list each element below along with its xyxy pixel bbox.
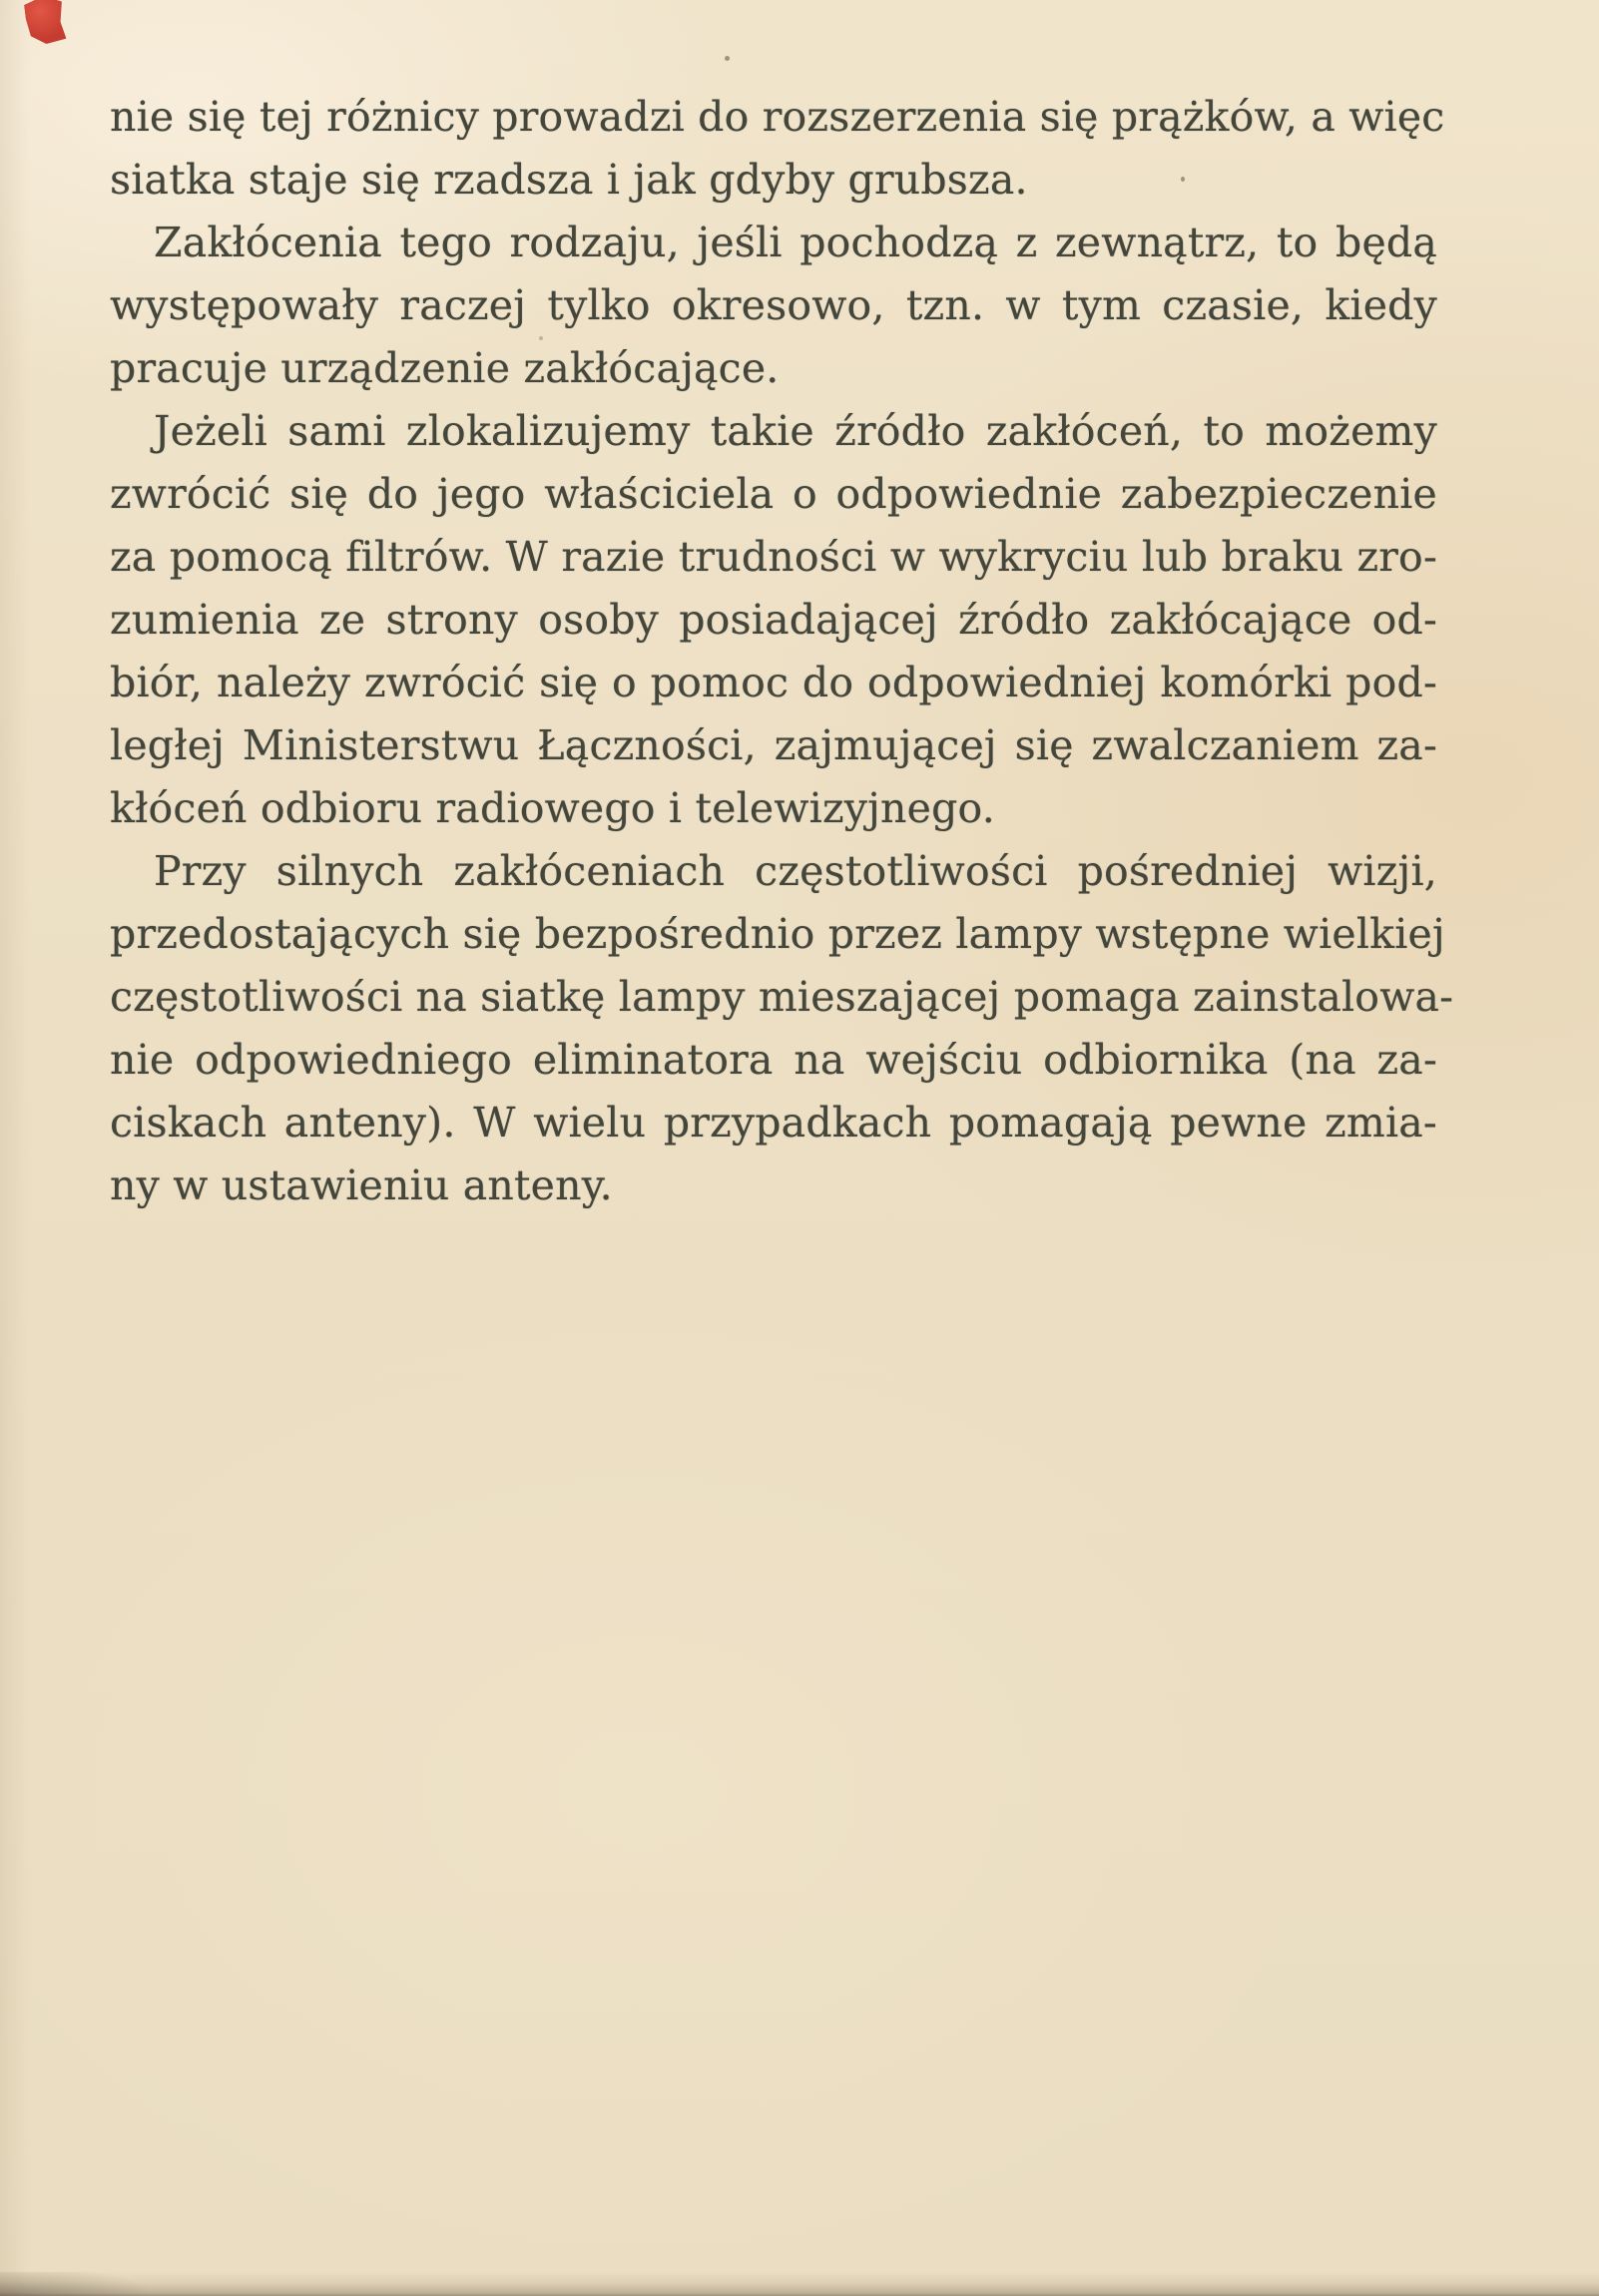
text-line: nie odpowiedniego eliminatora na wejściu odbiornika (na za-: [110, 1036, 1437, 1084]
text-line: kłóceń odbioru radiowego i telewizyjnego.: [110, 784, 995, 832]
text-line: zwrócić się do jego właściciela o odpowiednie zabezpieczenie: [110, 470, 1437, 518]
text-line: zumienia ze strony osoby posiadającej źródło zakłócające od-: [110, 596, 1437, 644]
text-line: częstotliwości na siatkę lampy mieszającej pomaga zainstalowa-: [110, 973, 1454, 1021]
page-left-edge-shade: [0, 0, 30, 2296]
text-line: Zakłócenia tego rodzaju, jeśli pochodzą z zewnątrz, to będą: [154, 219, 1437, 266]
text-line: przedostających się bezpośrednio przez lampy wstępne wielkiej: [110, 910, 1445, 958]
text-line: nie się tej różnicy prowadzi do rozszerzenia się prążków, a więc: [110, 93, 1445, 141]
text-line: siatka staje się rzadsza i jak gdyby grubsza.: [110, 156, 1028, 204]
text-line: za pomocą filtrów. W razie trudności w wykryciu lub braku zro-: [110, 533, 1437, 581]
scan-bottom-shadow: [0, 2272, 1599, 2296]
page-text: [110, 86, 1454, 1217]
text-line: ległej Ministerstwu Łączności, zajmującej się zwalczaniem za-: [110, 721, 1437, 769]
text-line: biór, należy zwrócić się o pomoc do odpowiedniej komórki pod-: [110, 659, 1437, 706]
text-line: występowały raczej tylko okresowo, tzn. w tym czasie, kiedy: [110, 281, 1437, 329]
text-line: ciskach anteny). W wielu przypadkach pomagają pewne zmia-: [110, 1099, 1437, 1147]
paper-speck: [725, 56, 730, 61]
text-line: Jeżeli sami zlokalizujemy takie źródło zakłóceń, to możemy: [154, 407, 1437, 455]
text-line: Przy silnych zakłóceniach częstotliwości pośredniej wizji,: [154, 847, 1437, 895]
text-line: ny w ustawieniu anteny.: [110, 1161, 613, 1209]
text-line: pracuje urządzenie zakłócające.: [110, 344, 780, 392]
